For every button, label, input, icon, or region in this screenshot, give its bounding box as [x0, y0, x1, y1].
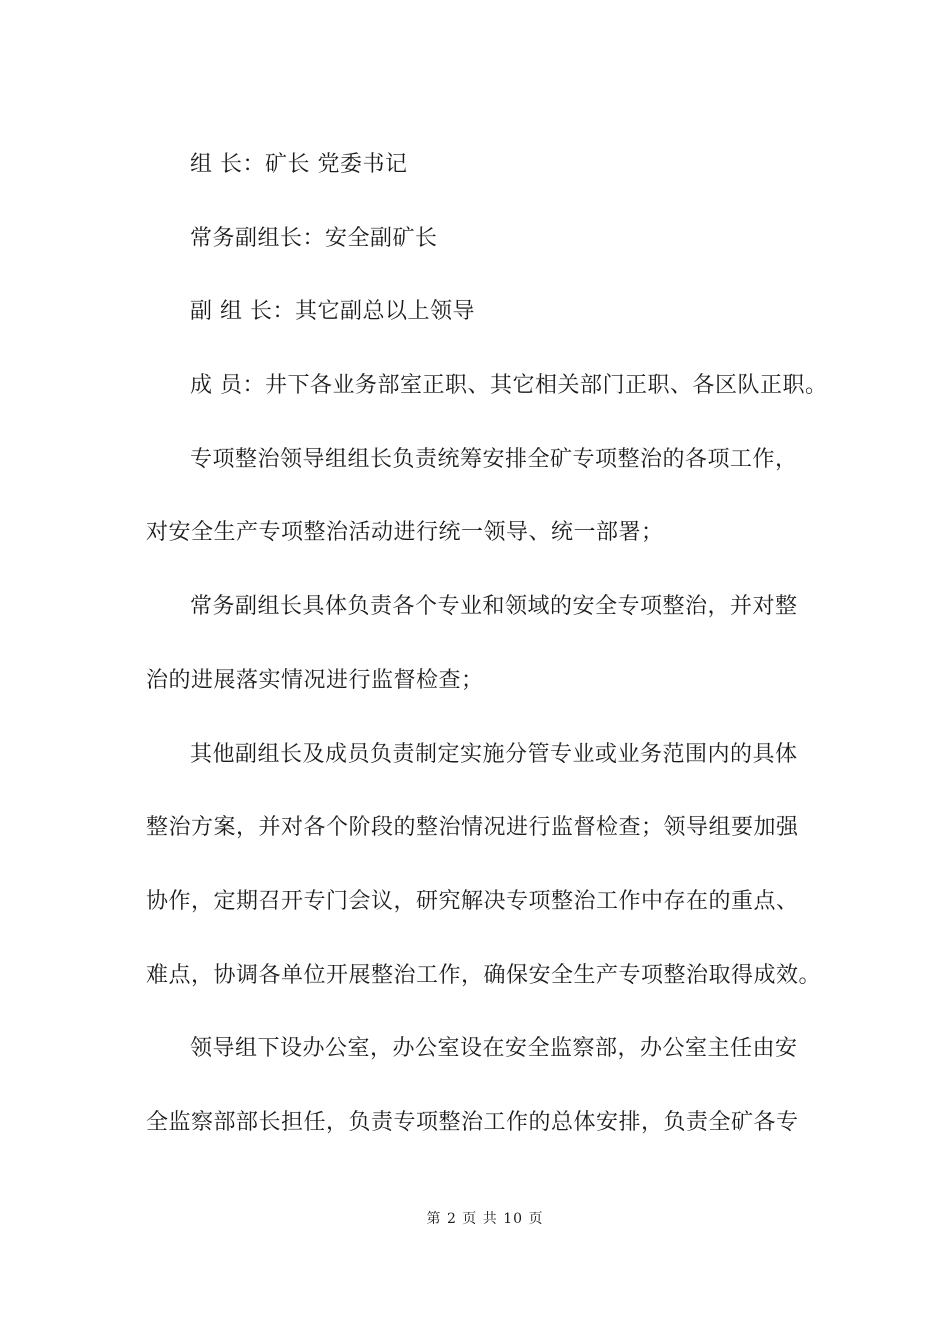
text-line-paragraph-1a: 专项整治领导组组长负责统筹安排全矿专项整治的各项工作，	[190, 446, 798, 472]
page-number-footer: 第 2 页 共 10 页	[426, 1211, 544, 1227]
text-line-members: 成 员：井下各业务部室正职、其它相关部门正职、各区队正职。	[190, 373, 828, 399]
text-line-paragraph-2b: 治的进展落实情况进行监督检查；	[146, 667, 484, 693]
text-line-executive-deputy: 常务副组长：安全副矿长	[190, 225, 438, 251]
text-line-leader: 组 长：矿长 党委书记	[190, 152, 408, 177]
text-line-paragraph-3b: 整治方案，并对各个阶段的整治情况进行监督检查；领导组要加强	[146, 815, 799, 841]
text-line-paragraph-4b: 全监察部部长担任，负责专项整治工作的总体安排，负责全矿各专	[146, 1109, 799, 1135]
text-line-deputy: 副 组 长：其它副总以上领导	[190, 299, 475, 325]
text-line-paragraph-3d: 难点，协调各单位开展整治工作，确保安全生产专项整治取得成效。	[146, 962, 822, 988]
document-body	[146, 128, 826, 1160]
text-line-paragraph-2a: 常务副组长具体负责各个专业和领域的安全专项整治，并对整	[190, 594, 798, 620]
text-line-paragraph-4a: 领导组下设办公室，办公室设在安全监察部，办公室主任由安	[190, 1036, 798, 1062]
text-line-paragraph-3c: 协作，定期召开专门会议，研究解决专项整治工作中存在的重点、	[146, 888, 799, 914]
text-line-paragraph-1b: 对安全生产专项整治活动进行统一领导、统一部署；	[146, 520, 664, 546]
text-line-paragraph-3a: 其他副组长及成员负责制定实施分管专业或业务范围内的具体	[190, 741, 798, 767]
